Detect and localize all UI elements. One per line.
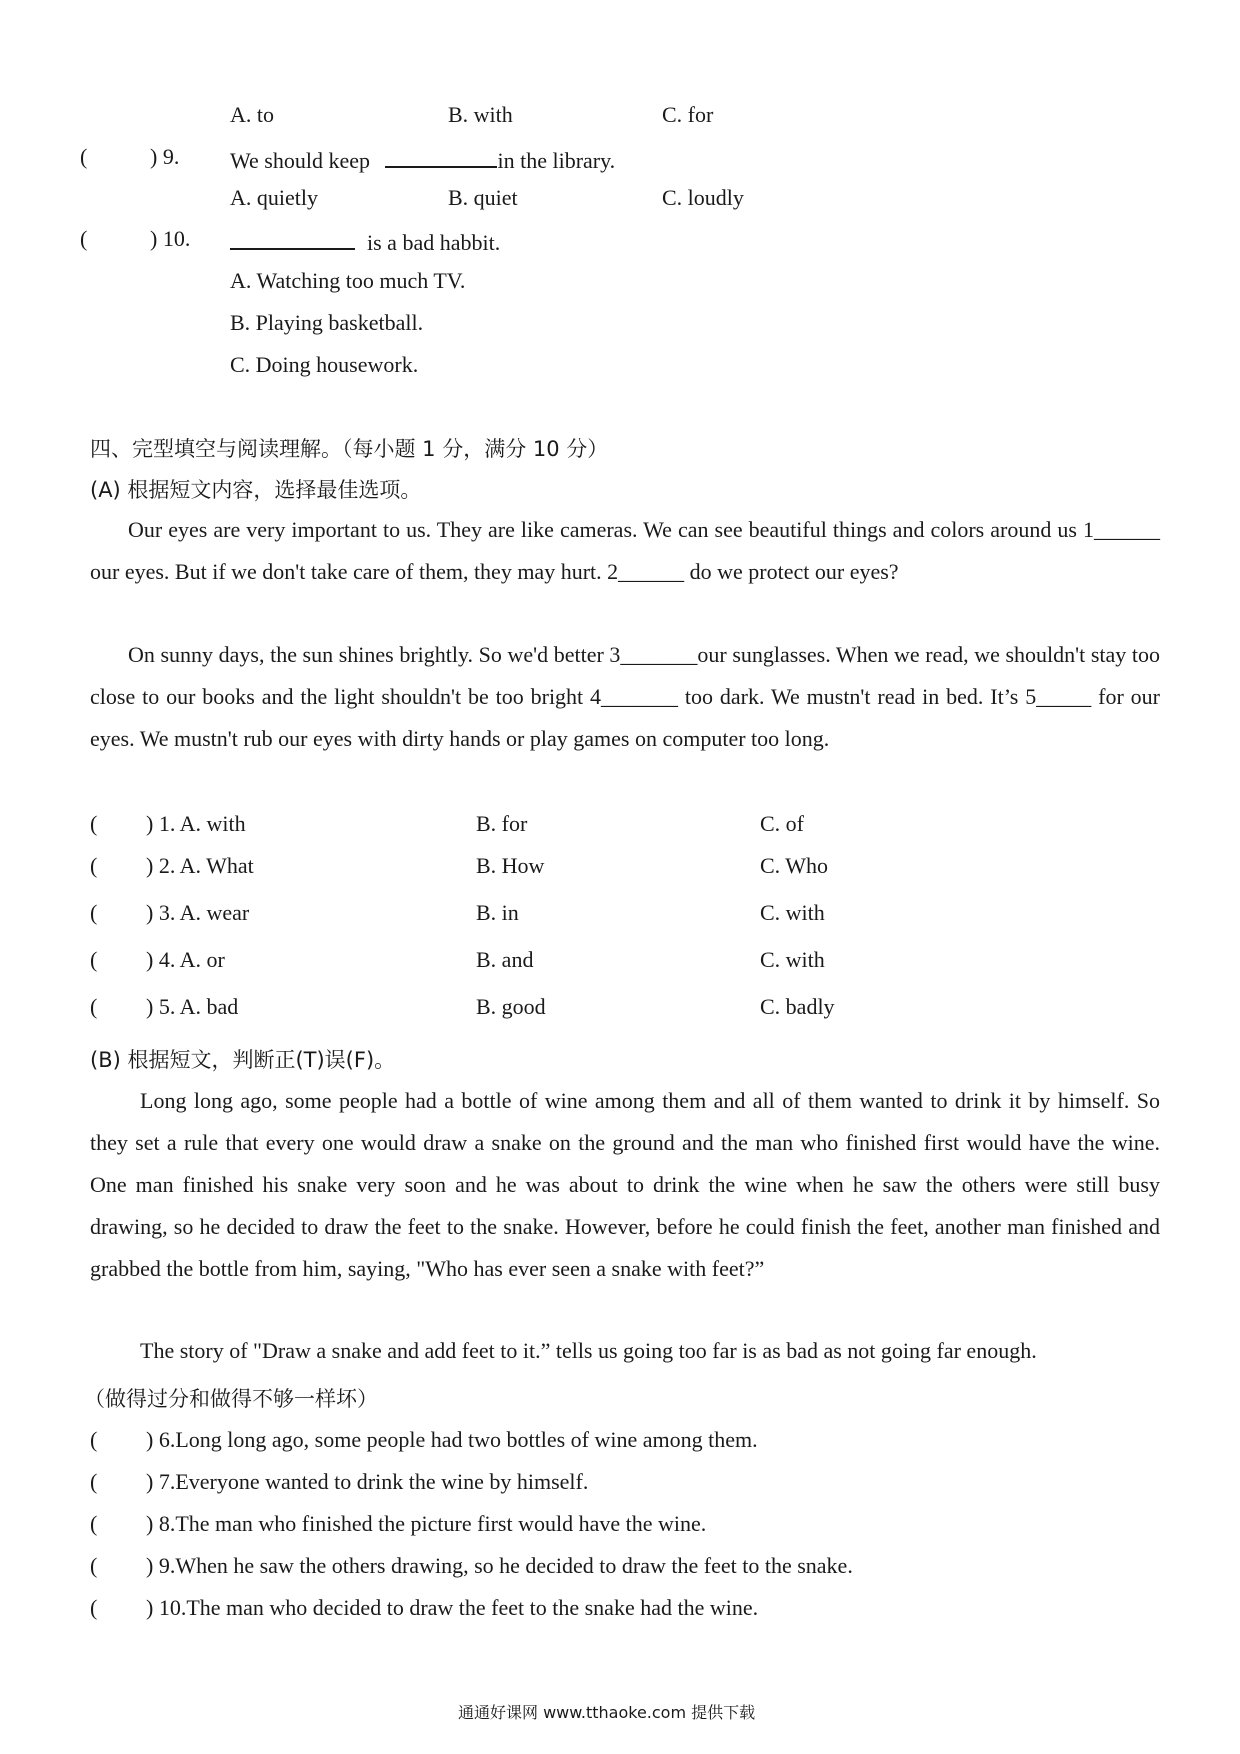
answer-paren-open: ( — [90, 853, 98, 878]
statement-text: ) 9.When he saw the others drawing, so he decided to draw the feet to the snake. — [146, 1553, 853, 1578]
option-a: A. to — [230, 102, 274, 127]
statement-text: ) 6.Long long ago, some people had two bottles of wine among them. — [146, 1427, 758, 1452]
statement-text: ) 10.The man who decided to draw the feet to the snake had the wine. — [146, 1595, 759, 1620]
part-a-paragraph-2: On sunny days, the sun shines brightly. So we'd better 3_______our sunglasses. When we read, we shouldn't stay too close to our books and the light shouldn't be too bright 4_______ too dark. We mustn't read in bed. It’s 5_____ for our eyes. We mustn't rub our eyes with dirty hands or play games on computer too long. — [90, 642, 1160, 751]
part-b-instruction: (B) 根据短文，判断正(T)误(F)。 — [90, 1048, 396, 1072]
question-number: ) 10. — [150, 226, 191, 251]
question-option-a: ) 2. A. What — [146, 853, 254, 878]
option-b: B. with — [448, 102, 513, 127]
question-option-a: ) 4. A. or — [146, 947, 225, 972]
answer-paren-open: ( — [90, 811, 98, 836]
option-b: B. quiet — [448, 185, 518, 210]
question-option-a: ) 5. A. bad — [146, 994, 239, 1019]
option-a: A. Watching too much TV. — [230, 268, 466, 293]
question-option-c: C. with — [760, 900, 825, 925]
part-b-paragraph-2-translation: （做得过分和做得不够一样坏） — [84, 1387, 378, 1411]
question-option-c: C. with — [760, 947, 825, 972]
option-c: C. for — [662, 102, 714, 127]
answer-paren-open: ( — [80, 226, 88, 251]
answer-paren-open: ( — [90, 994, 98, 1019]
answer-paren-open: ( — [90, 900, 98, 925]
option-c: C. loudly — [662, 185, 744, 210]
question-option-c: C. badly — [760, 994, 835, 1019]
option-b: B. Playing basketball. — [230, 310, 424, 335]
section-heading: 四、完型填空与阅读理解。（每小题 1 分，满分 10 分） — [90, 437, 609, 461]
question-option-a: ) 3. A. wear — [146, 900, 250, 925]
statement-text: ) 7.Everyone wanted to drink the wine by himself. — [146, 1469, 589, 1494]
part-a-paragraph-1: Our eyes are very important to us. They are like cameras. We can see beautiful things and colors around us 1______ our eyes. But if we don't take care of them, they may hurt. 2______ do we protect our eyes? — [90, 517, 1160, 584]
question-option-b: B. for — [476, 811, 528, 836]
answer-paren-open: ( — [90, 1427, 98, 1452]
part-b-paragraph-2: The story of "Draw a snake and add feet to it.” tells us going too far is as bad as not going far enough. — [140, 1338, 1037, 1363]
answer-paren-open: ( — [90, 1553, 98, 1578]
page-footer: 通通好课网 www.tthaoke.com 提供下载 — [458, 1703, 756, 1722]
answer-paren-open: ( — [80, 144, 88, 169]
answer-blank[interactable] — [230, 226, 355, 250]
option-a: A. quietly — [230, 185, 318, 210]
question-option-a: ) 1. A. with — [146, 811, 246, 836]
question-option-b: B. How — [476, 853, 545, 878]
answer-paren-open: ( — [90, 1469, 98, 1494]
statement-text: ) 8.The man who finished the picture first would have the wine. — [146, 1511, 707, 1536]
part-a-instruction: (A) 根据短文内容，选择最佳选项。 — [90, 478, 422, 502]
question-text — [230, 226, 500, 256]
answer-paren-open: ( — [90, 1595, 98, 1620]
part-b-paragraph-1: Long long ago, some people had a bottle of wine among them and all of them wanted to drink it by himself. So they set a rule that every one would draw a snake on the ground and the man who finished first would have the wine. One man finished his snake very soon and he was about to drink the wine when he saw the others were still busy drawing, so he decided to draw the feet to the snake. However, before he could finish the feet, another man finished and grabbed the bottle from him, saying, "Who has ever seen a snake with feet?” — [90, 1088, 1160, 1281]
answer-paren-open: ( — [90, 1511, 98, 1536]
question-text-before: We should keep — [230, 148, 370, 173]
question-option-b: B. good — [476, 994, 546, 1019]
question-text-after: is a bad habbit. — [367, 230, 501, 255]
question-option-b: B. in — [476, 900, 519, 925]
answer-blank[interactable] — [385, 144, 497, 168]
answer-paren-open: ( — [90, 947, 98, 972]
question-text — [230, 144, 615, 174]
question-option-c: C. of — [760, 811, 804, 836]
question-text-after: in the library. — [497, 148, 616, 173]
question-number: ) 9. — [150, 144, 180, 169]
question-option-b: B. and — [476, 947, 534, 972]
question-option-c: C. Who — [760, 853, 829, 878]
option-c: C. Doing housework. — [230, 352, 419, 377]
